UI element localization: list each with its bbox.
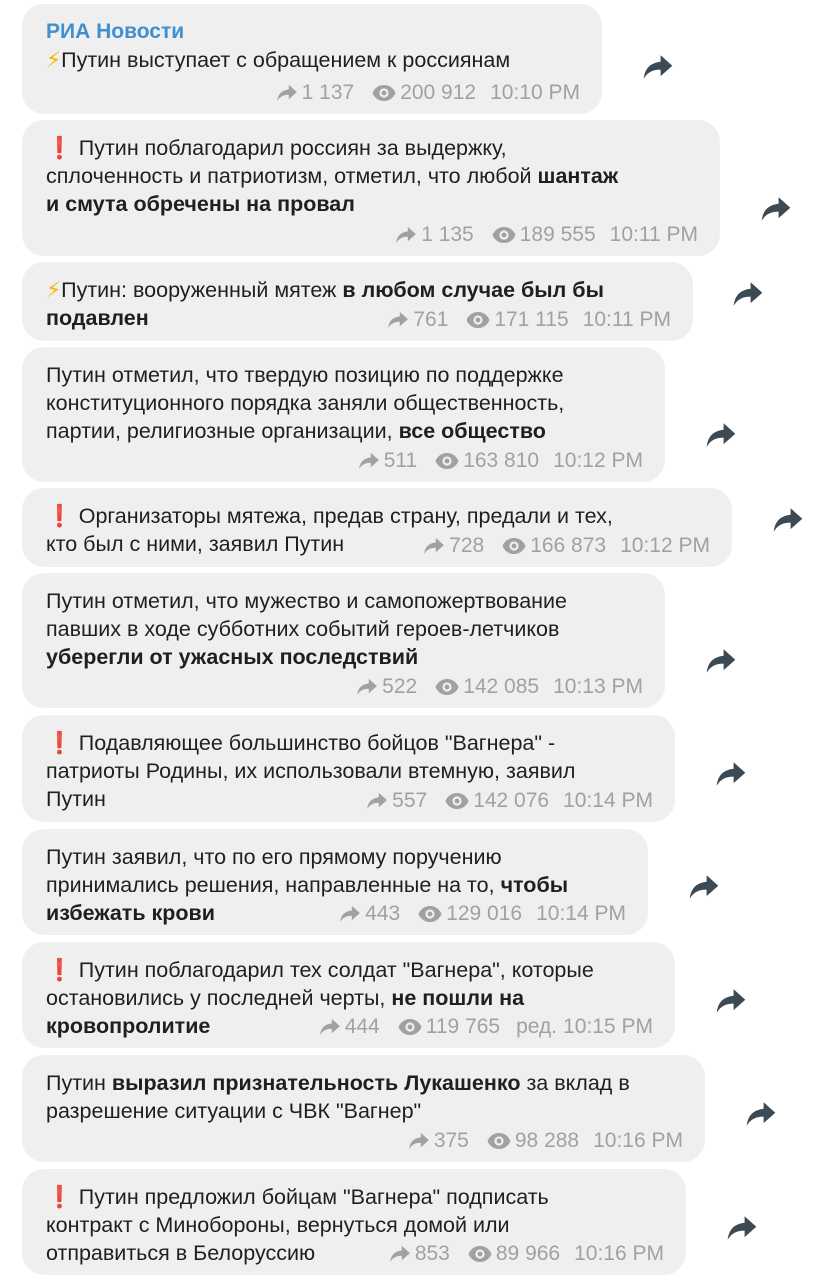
share-count: 728 <box>449 534 485 557</box>
share-arrow-icon <box>395 226 417 244</box>
message-meta <box>366 788 653 814</box>
lightning-icon: ⚡ <box>46 48 62 72</box>
message-bubble[interactable] <box>22 715 675 822</box>
text-segment: Подавляющее большинство бойцов "Вагнера" - <box>72 731 556 755</box>
message-time: 10:11 PM <box>582 308 671 331</box>
message-bubble[interactable] <box>22 262 693 341</box>
share-arrow-icon <box>319 1018 341 1036</box>
text-segment: Путин поблагодарил тех солдат "Вагнера", которые <box>72 958 594 982</box>
forward-arrow-icon[interactable] <box>726 1215 758 1241</box>
message-line <box>46 843 626 871</box>
message-text <box>46 46 580 74</box>
message-line <box>46 502 710 530</box>
bold-text: выразил признательность Лукашенко <box>111 1071 521 1095</box>
share-arrow-icon <box>366 792 388 810</box>
message-text <box>46 361 643 445</box>
message-bubble[interactable] <box>22 120 720 256</box>
bold-text: подавлен <box>46 306 149 330</box>
bold-text: все общество <box>398 419 546 443</box>
eye-icon <box>445 792 469 810</box>
view-count: 200 912 <box>400 81 477 104</box>
eye-icon <box>418 905 442 923</box>
text-segment: Путин: вооруженный мятеж <box>61 278 343 302</box>
forward-arrow-icon[interactable] <box>760 196 792 222</box>
share-arrow-icon <box>408 1132 430 1150</box>
bold-text: кровопролитие <box>46 1014 211 1038</box>
eye-icon <box>502 537 526 555</box>
message-meta <box>276 80 580 106</box>
message-meta <box>423 533 710 559</box>
message-line <box>46 643 643 671</box>
view-count: 189 555 <box>519 223 596 246</box>
message-meta <box>387 307 671 333</box>
lightning-icon: ⚡ <box>46 278 62 302</box>
message-line <box>46 190 698 218</box>
text-segment: Путин <box>46 1071 112 1095</box>
text-segment: остановились у последней черты, <box>46 986 392 1010</box>
message-meta <box>339 901 626 927</box>
share-count: 443 <box>365 902 401 925</box>
edited-label: ред. <box>516 1015 558 1038</box>
message-bubble[interactable] <box>22 1169 686 1275</box>
message-line <box>46 871 626 899</box>
message-bubble[interactable] <box>22 4 602 114</box>
share-count: 1 135 <box>421 223 474 246</box>
message-line <box>46 1069 683 1097</box>
text-segment: Путин отметил, что мужество и самопожертвование <box>46 589 567 613</box>
share-arrow-icon <box>387 311 409 329</box>
forward-arrow-icon[interactable] <box>715 988 747 1014</box>
bold-text: чтобы <box>500 873 569 897</box>
text-segment: Путин предложил бойцам "Вагнера" подписать <box>72 1185 549 1209</box>
share-arrow-icon <box>358 452 380 470</box>
message-time: 10:12 PM <box>553 449 643 472</box>
message-time: 10:16 PM <box>574 1242 664 1265</box>
message-bubble[interactable] <box>22 488 732 567</box>
message-bubble[interactable] <box>22 942 675 1048</box>
eye-icon <box>435 452 459 470</box>
share-arrow-icon <box>339 905 361 923</box>
text-segment: Путин поблагодарил россиян за выдержку, <box>72 136 507 160</box>
share-count: 557 <box>392 789 428 812</box>
forward-arrow-icon[interactable] <box>705 648 737 674</box>
forward-arrow-icon[interactable] <box>772 507 804 533</box>
bold-text: уберегли от ужасных последствий <box>46 645 419 669</box>
forward-arrow-icon[interactable] <box>745 1101 777 1127</box>
bold-text: и смута обречены на провал <box>46 192 355 216</box>
text-segment: принимались решения, направленные на то, <box>46 873 501 897</box>
message-bubble[interactable] <box>22 829 648 935</box>
share-arrow-icon <box>389 1245 411 1263</box>
message-line <box>46 134 698 162</box>
text-segment: за вклад в <box>520 1071 630 1095</box>
share-count: 511 <box>383 449 418 472</box>
share-arrow-icon <box>356 678 378 696</box>
share-count: 853 <box>414 1242 450 1265</box>
eye-icon <box>435 678 459 696</box>
bold-text: избежать крови <box>46 901 215 925</box>
text-segment: Путин выступает с обращением к россиянам <box>61 48 511 72</box>
exclamation-icon: ❗ <box>46 136 73 160</box>
text-segment: отправиться в Белоруссию <box>46 1241 316 1265</box>
message-line <box>46 389 643 417</box>
text-segment: Путин заявил, что по его прямому поручению <box>46 845 502 869</box>
text-segment: контракт с Минобороны, вернуться домой или <box>46 1213 510 1237</box>
message-line <box>46 276 671 304</box>
exclamation-icon: ❗ <box>46 958 73 982</box>
message-bubble[interactable] <box>22 1055 705 1162</box>
bold-text: в любом случае был бы <box>342 278 604 302</box>
message-time: 10:11 PM <box>609 223 698 246</box>
eye-icon <box>372 84 396 102</box>
message-text <box>46 587 643 671</box>
eye-icon <box>492 226 516 244</box>
message-line <box>46 361 643 389</box>
view-count: 98 288 <box>514 1129 580 1152</box>
message-meta <box>408 1128 683 1154</box>
text-segment: Путин <box>46 787 106 811</box>
forward-arrow-icon[interactable] <box>705 422 737 448</box>
text-segment: Организаторы мятежа, предав страну, предали и тех, <box>72 504 613 528</box>
message-time: 10:10 PM <box>490 81 580 104</box>
message-line <box>46 46 580 74</box>
message-line <box>46 417 643 445</box>
forward-arrow-icon[interactable] <box>732 281 764 307</box>
eye-icon <box>487 1132 511 1150</box>
share-count: 1 137 <box>301 81 355 104</box>
message-meta <box>356 674 643 700</box>
forward-arrow-icon[interactable] <box>688 874 720 900</box>
view-count: 89 966 <box>495 1242 561 1265</box>
message-line <box>46 729 653 757</box>
message-text <box>46 134 698 218</box>
forward-arrow-icon[interactable] <box>642 54 674 80</box>
message-line <box>46 1211 664 1239</box>
message-time: 10:16 PM <box>593 1129 683 1152</box>
view-count: 142 085 <box>463 675 540 698</box>
view-count: 129 016 <box>446 902 523 925</box>
message-line <box>46 757 653 785</box>
message-time: 10:15 PM <box>563 1015 653 1038</box>
text-segment: Путин отметил, что твердую позицию по поддержке <box>46 363 564 387</box>
message-time: 10:14 PM <box>563 789 653 812</box>
message-text <box>46 1069 683 1125</box>
message-time: 10:14 PM <box>536 902 626 925</box>
message-line <box>46 162 698 190</box>
message-meta <box>319 1014 653 1040</box>
text-segment: конституционного порядка заняли общественность, <box>46 391 565 415</box>
message-time: 10:12 PM <box>620 534 710 557</box>
channel-name[interactable]: РИА Новости <box>46 20 185 43</box>
text-segment: сплоченность и патриотизм, отметил, что любой <box>46 164 538 188</box>
view-count: 142 076 <box>473 789 550 812</box>
eye-icon <box>398 1018 422 1036</box>
share-arrow-icon <box>423 537 445 555</box>
share-arrow-icon <box>276 84 298 102</box>
message-bubble[interactable] <box>22 573 665 708</box>
message-meta <box>358 448 643 474</box>
text-segment: патриоты Родины, их использовали втемную, заявил <box>46 759 576 783</box>
share-count: 444 <box>344 1015 380 1038</box>
exclamation-icon: ❗ <box>46 504 73 528</box>
bold-text: не пошли на <box>391 986 525 1010</box>
share-count: 522 <box>382 675 418 698</box>
eye-icon <box>468 1245 492 1263</box>
message-line <box>46 984 653 1012</box>
share-count: 761 <box>413 308 449 331</box>
forward-arrow-icon[interactable] <box>715 761 747 787</box>
bold-text: шантаж <box>537 164 619 188</box>
exclamation-icon: ❗ <box>46 1185 73 1209</box>
message-line <box>46 587 643 615</box>
view-count: 163 810 <box>463 449 540 472</box>
share-count: 375 <box>433 1129 469 1152</box>
view-count: 119 765 <box>425 1015 501 1038</box>
message-line <box>46 1183 664 1211</box>
message-time: 10:13 PM <box>553 675 643 698</box>
exclamation-icon: ❗ <box>46 731 73 755</box>
view-count: 171 115 <box>494 308 569 331</box>
message-meta <box>389 1241 664 1267</box>
message-line <box>46 1097 683 1125</box>
message-meta <box>395 222 698 248</box>
message-line <box>46 615 643 643</box>
view-count: 166 873 <box>530 534 607 557</box>
text-segment: павших в ходе субботних событий героев-летчиков <box>46 617 560 641</box>
text-segment: партии, религиозные организации, <box>46 419 399 443</box>
text-segment: кто был с ними, заявил Путин <box>46 532 345 556</box>
message-bubble[interactable] <box>22 347 665 482</box>
text-segment: разрешение ситуации с ЧВК "Вагнер" <box>46 1099 422 1123</box>
eye-icon <box>466 311 490 329</box>
message-line <box>46 956 653 984</box>
